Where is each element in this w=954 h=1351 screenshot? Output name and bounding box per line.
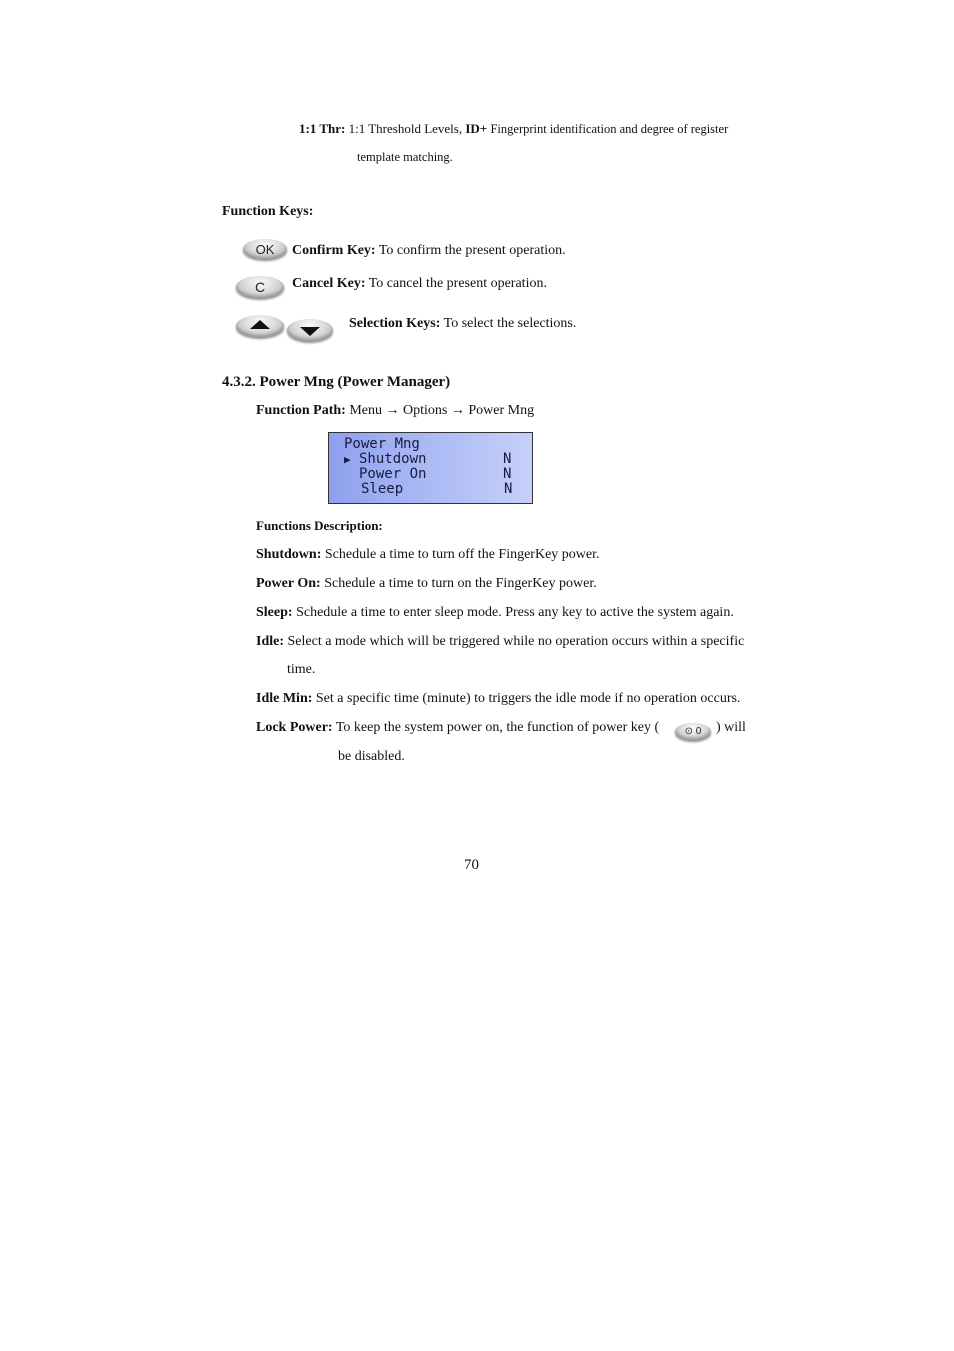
- lcd-item-poweron: Power On: [359, 466, 427, 482]
- lcd-pointer-icon: ▶: [344, 453, 351, 466]
- lockpower-label: Lock Power:: [256, 720, 333, 735]
- cancel-key-label: C: [254, 279, 266, 295]
- ok-key-label: OK: [255, 241, 275, 257]
- lcd-value-shutdown: N: [503, 451, 512, 467]
- shutdown-line: [256, 547, 600, 563]
- lcd-title: Power Mng: [344, 436, 420, 452]
- lockpower-text-end: ) will: [716, 720, 746, 735]
- cancel-key-text: To cancel the present operation.: [368, 276, 547, 291]
- lcd-item-sleep: Sleep: [361, 481, 404, 497]
- idlemin-label: Idle Min:: [256, 691, 313, 706]
- poweron-line: [256, 576, 597, 592]
- idle-text: Select a mode which will be triggered while no operation occurs within a specific: [287, 634, 745, 649]
- function-path-line: [256, 403, 534, 419]
- down-arrow-icon: [300, 327, 320, 336]
- lcd-item-shutdown: Shutdown: [359, 451, 427, 467]
- idle-line-2: time.: [287, 662, 316, 677]
- lcd-value-poweron: N: [503, 466, 512, 482]
- selection-keys-label: Selection Keys:: [349, 316, 441, 331]
- sleep-text: Schedule a time to enter sleep mode. Press any key to active the system again.: [296, 605, 734, 620]
- selection-keys-text: To select the selections.: [443, 316, 577, 331]
- confirm-key-label: Confirm Key:: [292, 243, 376, 258]
- idplus-label: ID+: [465, 121, 488, 136]
- power-key-icon: [675, 723, 711, 740]
- thr-line: [299, 121, 728, 137]
- idle-line: [256, 634, 744, 650]
- page-number: 70: [464, 857, 479, 873]
- shutdown-label: Shutdown:: [256, 547, 322, 562]
- function-path-text: Menu → Options → Power Mng: [349, 403, 535, 418]
- poweron-text: Schedule a time to turn on the FingerKey power.: [324, 576, 597, 591]
- thr-text: 1:1 Threshold Levels,: [348, 121, 463, 136]
- section-heading: 4.3.2. Power Mng (Power Manager): [222, 374, 451, 390]
- lockpower-line-2: be disabled.: [338, 749, 405, 764]
- lockpower-text: To keep the system power on, the function of power key (: [335, 720, 660, 735]
- poweron-label: Power On:: [256, 576, 321, 591]
- power-key-label: ⊙ 0: [684, 726, 702, 737]
- function-keys-heading: Function Keys:: [222, 204, 314, 219]
- confirm-key-text: To confirm the present operation.: [378, 243, 566, 258]
- cancel-key-label-text: Cancel Key:: [292, 276, 366, 291]
- cancel-key-line: [292, 276, 547, 292]
- idlemin-text: Set a specific time (minute) to triggers the idle mode if no operation occurs.: [315, 691, 741, 706]
- thr-label: 1:1 Thr:: [299, 121, 346, 136]
- up-arrow-key-icon: [236, 315, 284, 337]
- sleep-line: [256, 605, 734, 621]
- selection-keys-line: [349, 316, 576, 332]
- cancel-key-icon: [236, 276, 284, 298]
- thr-line-2: template matching.: [357, 150, 453, 164]
- sleep-label: Sleep:: [256, 605, 293, 620]
- lcd-screen: [328, 432, 533, 504]
- lcd-value-sleep: N: [504, 481, 513, 497]
- idlemin-line: [256, 691, 740, 707]
- down-arrow-key-icon: [287, 319, 333, 341]
- ok-key-icon: [243, 239, 287, 259]
- idplus-text: Fingerprint identification and degree of register: [490, 122, 729, 136]
- idle-label: Idle:: [256, 634, 284, 649]
- lockpower-line: [256, 720, 659, 736]
- confirm-key-line: [292, 243, 566, 259]
- up-arrow-icon: [250, 320, 270, 329]
- functions-description-heading: Functions Description:: [256, 518, 383, 533]
- function-path-label: Function Path:: [256, 403, 346, 418]
- shutdown-text: Schedule a time to turn off the FingerKey power.: [324, 547, 600, 562]
